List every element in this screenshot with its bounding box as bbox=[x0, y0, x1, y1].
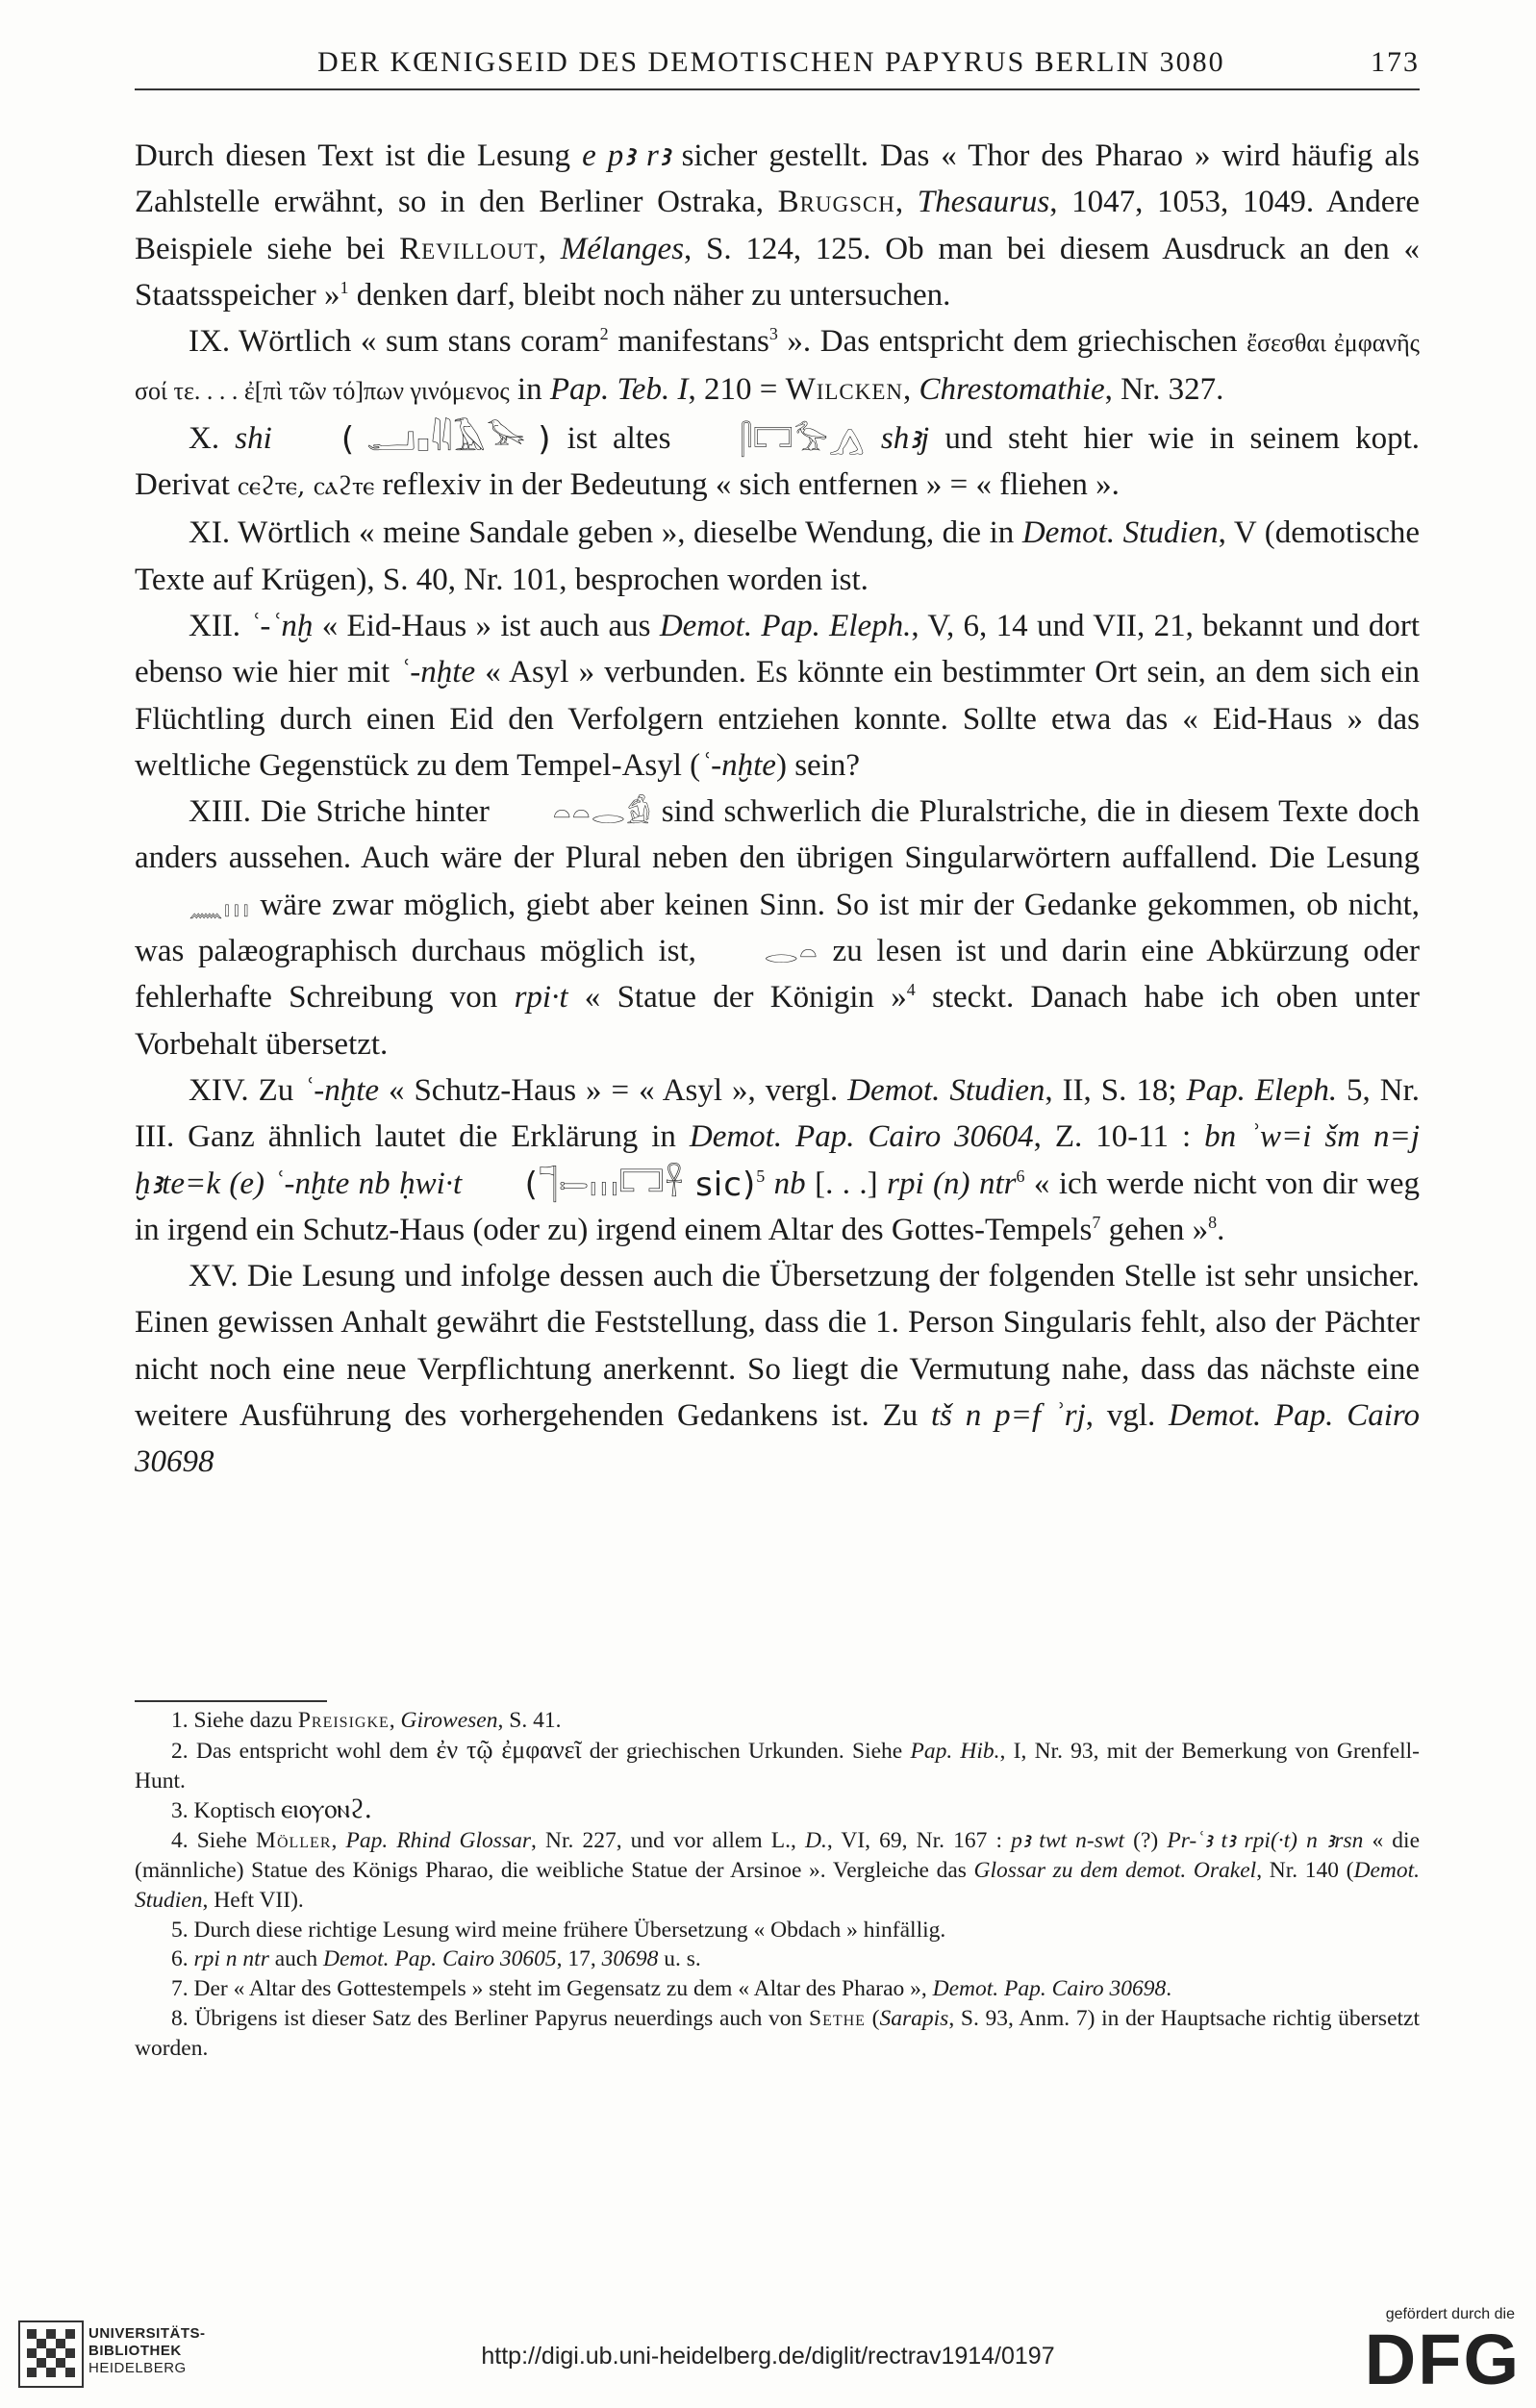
paragraph-xi: XI. Wörtlich « meine Sandale geben », dieselbe Wendung, die in Demot. Studien, V (demotische Texte auf Krügen), S. 40, Nr. 101, besprochen worden ist. bbox=[135, 515, 1421, 597]
hieroglyph-group-icon: 𓂋𓏏 bbox=[764, 937, 818, 971]
footnote-ref: 6 bbox=[1016, 1166, 1025, 1186]
library-name: UNIVERSITÄTS- BIBLIOTHEK HEIDELBERG bbox=[88, 2325, 206, 2376]
greek-quote: ἔσεσθαι ἐμφανῆς σοί τε. . . . ἐ[πὶ τῶν τό]πων γινόμενος bbox=[135, 329, 1420, 406]
paragraph-x: X. shi ( 𓂝𓊪𓇌𓄿𓅨 ) ist altes 𓋴𓉐𓅡𓂻 shꜣj und steht hier wie in seinem kopt. Derivat ⲥⲉϩⲧⲉ, ⲥⲁϩⲧⲉ reflexiv in der Bedeutung « sich entfernen » = « fliehen ». bbox=[135, 419, 1421, 503]
footnote-6: 6. rpi n ntr auch Demot. Pap. Cairo 30605, 17, 30698 u. s. bbox=[171, 1946, 701, 1972]
footnote-ref: 7 bbox=[1092, 1212, 1101, 1232]
footnote-divider bbox=[135, 1700, 327, 1702]
footnote-4: 4. Siehe Möller, Pap. Rhind Glossar, Nr. 227, und vor allem L., D., VI, 69, Nr. 167 : pꜣ twt n-swt (?) Pr-ʿꜣ tꜣ rpi(·t) n ꜣrsn « die (männliche) Statue des Königs Pharao, die weibliche Statue der Arsinoe ». Vergleiche das Glossar zu dem demot. Orakel, Nr. 140 (Demot. Studien, Heft VII). bbox=[135, 1828, 1421, 1913]
footnote-3: 3. Koptisch ⲉⲓⲟⲩⲟⲛϩ. bbox=[171, 1794, 373, 1825]
dfg-logo: DFG bbox=[1364, 2320, 1521, 2399]
page-number: 173 bbox=[1371, 46, 1420, 78]
footnote-ref: 2 bbox=[599, 324, 609, 344]
footnote-7: 7. Der « Altar des Gottestempels » steht im Gegensatz zu dem « Altar des Pharao », Demot. Pap. Cairo 30698. bbox=[171, 1976, 1172, 2002]
footnote-2: 2. Das entspricht wohl dem ἐν τῷ ἐμφανεῖ der griechischen Urkunden. Siehe Pap. Hib., I, Nr. 93, mit der Bemerkung von Grenfell-Hunt. bbox=[135, 1735, 1421, 1793]
main-text bbox=[135, 133, 1420, 1486]
hieroglyph-group-icon: 𓈖𓏥 bbox=[189, 890, 250, 924]
footnotes bbox=[135, 1706, 1420, 2064]
running-title: DER KŒNIGSEID DES DEMOTISCHEN PAPYRUS BERLIN 3080 bbox=[317, 46, 1225, 78]
footnote-ref: 1 bbox=[340, 277, 349, 297]
footnote-ref: 5 bbox=[756, 1166, 766, 1186]
permalink-url[interactable]: http://digi.ub.uni-heidelberg.de/diglit/rectrav1914/0197 bbox=[481, 2343, 1055, 2370]
hieroglyph-group-icon: 𓋴𓉐𓅡𓂻 bbox=[740, 423, 866, 458]
paragraph-xiv: XIV. Zu ʿ-nḫte « Schutz-Haus » = « Asyl », vergl. Demot. Studien, II, S. 18; Pap. Eleph. 5, Nr. III. Ganz ähnlich lautet die Erklärung in Demot. Pap. Cairo 30604, Z. 10-11 : bn ʾw=i šm n=j ḫꜣte=k (e) ʿ-nḫte nb ḥwi·t (𓊹𓍿𓏥𓉐𓋹 sic)$^5$ nb [. . .] rpi (n) ntr$^6$ « ich werde nicht von dir weg in irgend ein Schutz-Haus (oder zu) irgend einem Altar des Gottes-Tempels$^7$ gehen »$^8$. bbox=[135, 1072, 1421, 1247]
paragraph-xv: XV. Die Lesung und infolge dessen auch die Übersetzung der folgenden Stelle ist sehr unsicher. Einen gewissen Anhalt gewährt die Feststellung, dass die 1. Person Singularis fehlt, also der Pächter nicht noch eine neue Verpflichtung anerkennt. So liegt die Vermutung nahe, dass das nächste eine weitere Ausführung des vorhergehenden Gedankens ist. Zu tš n p=f ʾrj, vgl. Demot. Pap. Cairo 30698 bbox=[135, 1259, 1420, 1480]
hieroglyph-group-icon: (𓊹𓍿𓏥𓉐𓋹 sic) bbox=[524, 1165, 757, 1204]
footnote-5: 5. Durch diese richtige Lesung wird meine frühere Übersetzung « Obdach » hinfällig. bbox=[171, 1917, 946, 1943]
footnote-1: 1. Siehe dazu Preisigke, Girowesen, S. 41. bbox=[171, 1708, 562, 1733]
digitization-footer bbox=[0, 2298, 1536, 2408]
paragraph-intro: Durch diesen Text ist die Lesung e pꜣ rꜣ sicher gestellt. Das « Thor des Pharao » wird häufig als Zahlstelle erwähnt, so in den Berliner Ostraka, Brugsch, Thesaurus, 1047, 1053, 1049. Andere Beispiele siehe bei Revillout, Mélanges, S. 124, 125. Ob man bei diesem Ausdruck an den « Staatsspeicher »$^1$ denken darf, bleibt noch näher zu untersuchen. bbox=[135, 138, 1421, 313]
paragraph-xii: XII. ʿ-ʿnḫ « Eid-Haus » ist auch aus Demot. Pap. Eleph., V, 6, 14 und VII, 21, bekannt und dort ebenso wie hier mit ʿ-nḫte « Asyl » verbunden. Es könnte ein bestimmter Ort sein, an dem sich ein Flüchtling durch einen Eid den Verfolgern entziehen konnte. Sollte etwa das « Eid-Haus » das weltliche Gegenstück zu dem Tempel-Asyl (ʿ-nḫte) sein? bbox=[135, 608, 1420, 783]
footnote-ref: 4 bbox=[906, 980, 916, 1000]
footnote-ref: 3 bbox=[768, 324, 778, 344]
footnote-8: 8. Übrigens ist dieser Satz des Berliner Papyrus neuerdings auch von Sethe (Sarapis, S. 93, Anm. 7) in der Hauptsache richtig übersetzt worden. bbox=[135, 2005, 1421, 2061]
paragraph-xiii: XIII. Die Striche hinter 𓏏𓏏𓂋𓀁 sind schwerlich die Pluralstriche, die in diesem Texte doch anders aussehen. Auch wäre der Plural neben den übrigen Singularwörtern auffallend. Die Lesung 𓈖𓏥 wäre zwar möglich, giebt aber keinen Sinn. So ist mir der Gedanke gekommen, ob nicht, was palæographisch durchaus möglich ist, 𓂋𓏏 zu lesen ist und darin eine Abkürzung oder fehlerhafte Schreibung von rpi·t « Statue der Königin »$^4$ steckt. Danach habe ich oben unter Vorbehalt übersetzt. bbox=[135, 794, 1420, 1062]
paragraph-ix: IX. Wörtlich « sum stans coram$^2$ manifestans$^3$ ». Das entspricht dem griechischen ἔσεσθαι ἐμφανῆς σοί τε. . . . ἐ[πὶ τῶν τό]πων γινόμενος in Pap. Teb. I, 210 = Wilcken, Chrestomathie, Nr. 327. bbox=[135, 324, 1420, 408]
footnote-ref: 8 bbox=[1208, 1212, 1218, 1232]
funding-note: gefördert durch die bbox=[1385, 2306, 1515, 2322]
hieroglyph-group-icon: ( 𓂝𓊪𓇌𓄿𓅨 ) bbox=[340, 419, 552, 459]
running-head bbox=[135, 40, 1420, 90]
coptic-word: ⲥⲉϩⲧⲉ, ⲥⲁϩⲧⲉ bbox=[238, 471, 375, 502]
hieroglyph-group-icon: 𓏏𓏏𓂋𓀁 bbox=[552, 797, 652, 832]
